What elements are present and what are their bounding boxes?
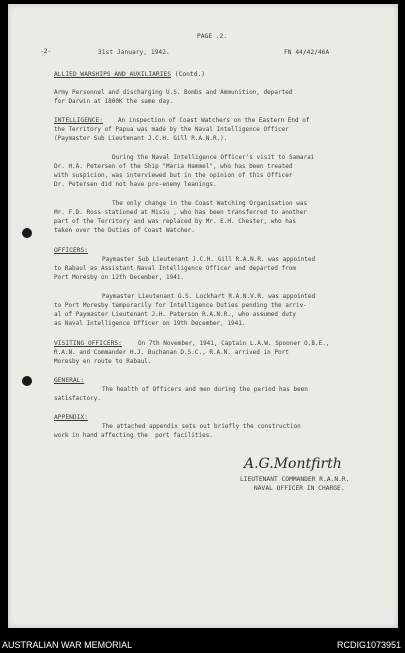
signature: A.G.Montfirth <box>244 456 342 472</box>
visiting-line: On 7th November, 1941, Captain L.A.W. Spooner O.B.E., <box>138 340 330 347</box>
page-number: PAGE .2. <box>197 33 228 40</box>
punch-hole <box>22 228 32 238</box>
document-date: 31st January, 1942. <box>98 49 170 56</box>
intel-p3-line: The only change in the Coast Watching Organisation was <box>112 200 308 207</box>
officers-heading: OFFICERS: <box>54 247 88 254</box>
appendix-heading: APPENDIX: <box>54 414 88 421</box>
officers-p2-line: as Naval Intelligence Officer on 19th December, 1941. <box>54 320 246 327</box>
intel-p3-line: part of the Territory and was replaced by Mr. E.H. Chester, who has <box>54 218 297 225</box>
officers-p1-line: Port Moresby on 12th December, 1941. <box>54 274 185 281</box>
officers-p1-line: Paymaster Sub Lieutenant J.C.H. Gill R.A.N.R. was appointed <box>102 256 316 263</box>
intel-p3-line: Mr. F.D. Ross stationed at Misiu , who has been transferred to another <box>54 209 307 216</box>
archive-name: AUSTRALIAN WAR MEMORIAL <box>2 640 133 650</box>
intelligence-heading: INTELLIGENCE: <box>54 117 104 124</box>
general-line: The health of Officers and men during the period has been <box>102 386 308 393</box>
intel-p2-line: Dr. H.A. Petersen of the Ship "Maria Hammel", who has been treated <box>54 163 293 170</box>
archive-id: RCDIG1073951 <box>336 640 401 650</box>
allied-line: for Darwin at 1800K the same day. <box>54 98 174 105</box>
intel-p1-line: An inspection of Coast Watchers on the Eastern End of <box>118 117 310 124</box>
signatory-rank: LIEUTENANT COMMANDER R.A.N.R. <box>240 476 350 483</box>
file-reference: FN 44/42/46A <box>284 49 330 56</box>
document-page <box>8 4 398 628</box>
intel-p2-line: Dr. Petersen did not have pro-enemy leanings. <box>54 181 217 188</box>
officers-p1-line: to Rabaul as Assistant Naval Intelligence Officer and departed from <box>54 265 297 272</box>
officers-p2-line: Paymaster Lieutenant G.S. Lockhart R.A.N.V.R. was appointed <box>102 293 316 300</box>
appendix-line: work in hand affecting the port facilities. <box>54 432 213 439</box>
visiting-line: Moresby en route to Rabaul. <box>54 358 152 365</box>
allied-contd: (Contd.) <box>171 71 206 78</box>
visiting-line: R.A.N. and Commander H.J. Buchanan D.S.C., R.A.N. arrived in Port <box>54 349 289 356</box>
allied-line: Army Personnel and discharging U.S. Bombs and Ammunition, departed <box>54 89 293 96</box>
punch-hole <box>22 376 32 386</box>
archive-footer <box>0 636 405 653</box>
appendix-line: The attached appendix sets out briefly the construction <box>102 423 301 430</box>
signatory-title: NAVAL OFFICER IN CHARGE. <box>254 485 345 492</box>
intel-p1-line: (Paymaster Sub Lieutenant J.C.H. Gill R.A.N.R.). <box>54 135 228 142</box>
intel-p1-line: the Territory of Papua was made by the Naval Intelligence Officer <box>54 126 289 133</box>
allied-heading-line <box>54 70 205 79</box>
page-mark: -2- <box>40 48 52 55</box>
officers-p2-line: al of Paymaster Lieutenant J.H. Paterson R.A.N.R., who assumed duty <box>54 311 297 318</box>
general-line: satisfactory. <box>54 395 101 402</box>
intel-p2-line: During the Naval Intelligence Officer's visit to Samarai <box>112 154 315 161</box>
allied-heading: ALLIED WARSHIPS AND AUXILIARIES <box>54 71 172 78</box>
officers-p2-line: to Port Moresby temporarily for Intelligence Duties pending the arriv- <box>54 302 307 309</box>
general-heading: GENERAL: <box>54 377 85 384</box>
intel-p3-line: taken over the Duties of Coast Watcher. <box>54 227 195 234</box>
visiting-officers-heading: VISITING OFFICERS: <box>54 340 122 347</box>
intel-p2-line: with suspicion, was interviewed but in the opinion of this Officer <box>54 172 293 179</box>
